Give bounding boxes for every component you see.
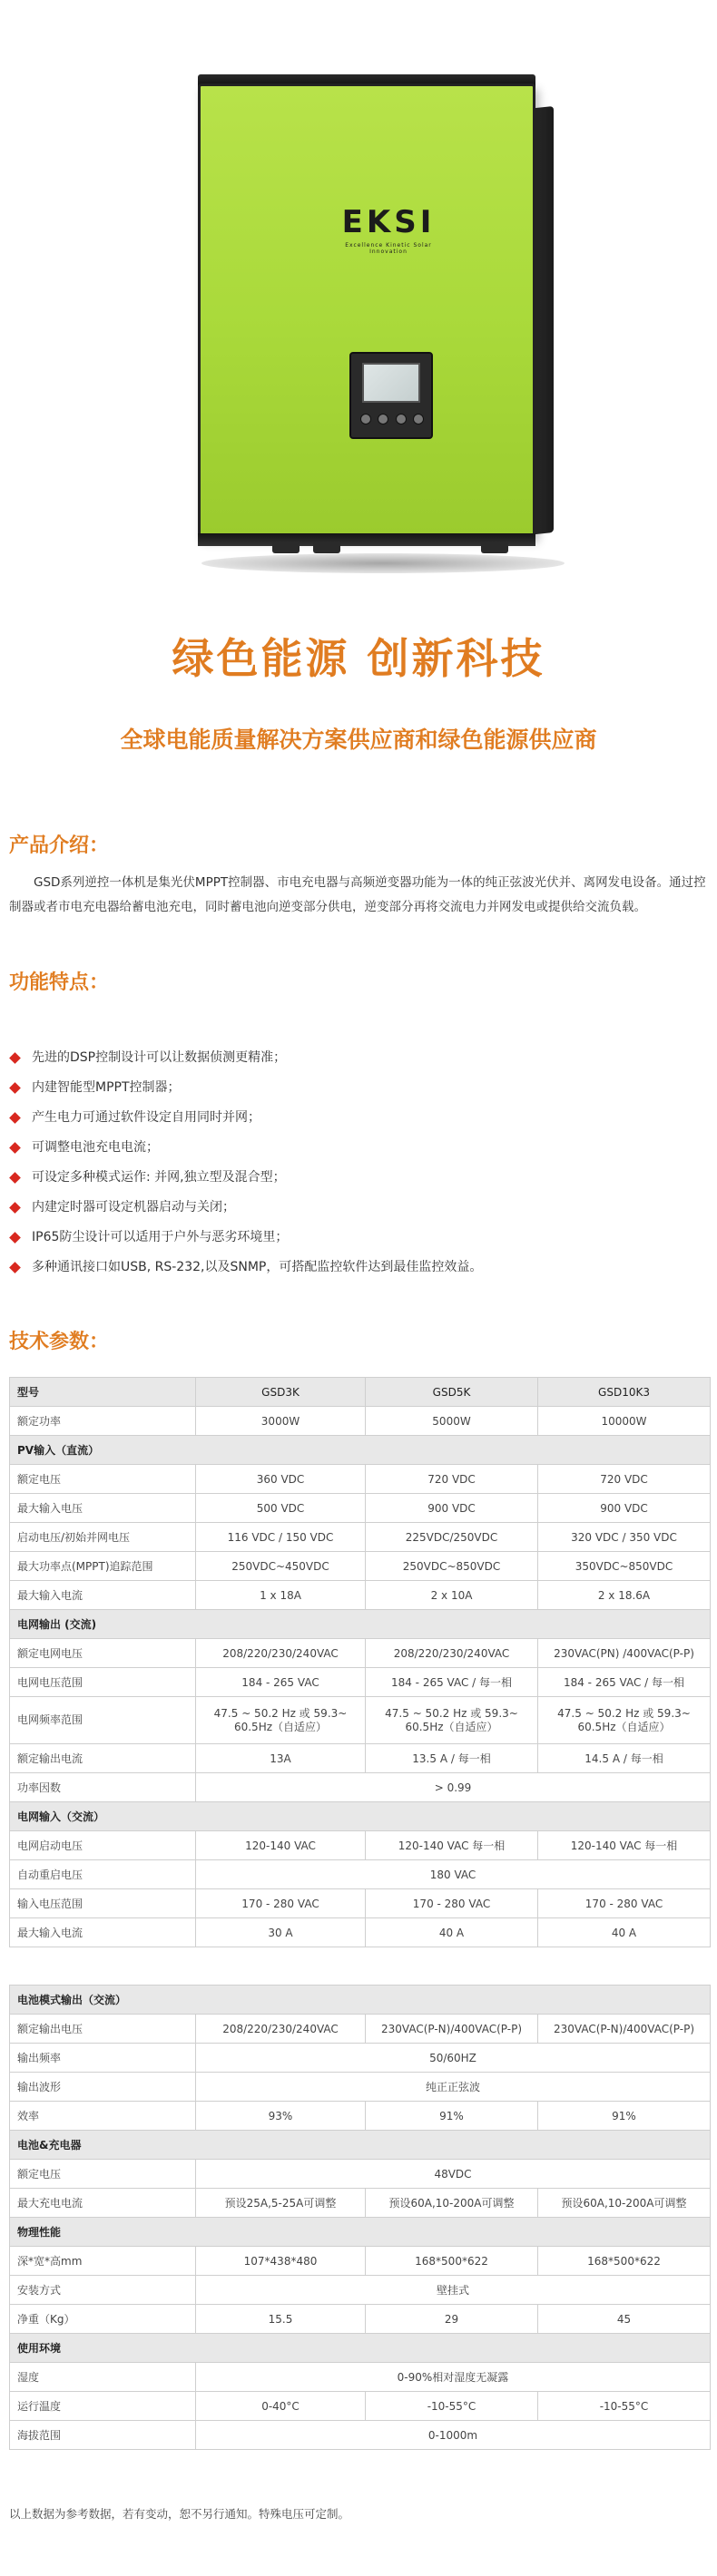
table-group-header: 电池&充电器: [10, 2131, 711, 2160]
brand-tagline: Excellence Kinetic Solar Innovation: [345, 242, 432, 255]
inverter-shadow: [201, 553, 565, 573]
table-group-header: 电网输入（交流）: [10, 1802, 711, 1831]
table-row: 额定输出电压 208/220/230/240VAC 230VAC(P-N)/400VAC(P-P) 230VAC(P-N)/400VAC(P-P): [10, 2015, 711, 2044]
table-row: 输出波形 纯正正弦波: [10, 2073, 711, 2102]
lcd-screen: [362, 363, 420, 403]
table-row: 运行温度 0-40°C -10-55°C -10-55°C: [10, 2392, 711, 2421]
diamond-bullet-icon: [9, 1082, 21, 1094]
table-row: 最大功率点(MPPT)追踪范围 250VDC~450VDC 250VDC~850VDC 350VDC~850VDC: [10, 1552, 711, 1581]
table-row: 深*宽*高mm 107*438*480 168*500*622 168*500*622: [10, 2247, 711, 2276]
slogan-sub: 全球电能质量解决方案供应商和绿色能源供应商: [120, 727, 597, 753]
panel-key-icon: [360, 414, 371, 424]
inverter-connector: [272, 542, 300, 553]
diamond-bullet-icon: [9, 1112, 21, 1124]
panel-key-icon: [396, 414, 407, 424]
brand-name: EKSI: [341, 204, 436, 240]
table-group-header: 电网输出 (交流): [10, 1610, 711, 1639]
table-row: 净重（Kg） 15.5 29 45: [10, 2305, 711, 2334]
table-group-header: 电池模式输出（交流）: [10, 1986, 711, 2015]
table-row: 自动重启电压 180 VAC: [10, 1860, 711, 1889]
table-row: 输入电压范围 170 - 280 VAC 170 - 280 VAC 170 - 280 VAC: [10, 1889, 711, 1918]
panel-key-icon: [413, 414, 424, 424]
brand-logo: [325, 204, 452, 255]
list-item: 可设定多种模式运作: 并网,独立型及混合型；: [11, 1163, 710, 1193]
inverter-connector: [481, 542, 508, 553]
list-item: 内建智能型MPPT控制器；: [11, 1073, 710, 1103]
product-image: [0, 0, 717, 590]
table-row: 输出频率 50/60HZ: [10, 2044, 711, 2073]
list-item: 内建定时器可设定机器启动与关闭；: [11, 1193, 710, 1223]
panel-key-icon: [378, 414, 388, 424]
table-row: 最大输入电流 1 x 18A 2 x 10A 2 x 18.6A: [10, 1581, 711, 1610]
table-row: 电网电压范围 184 - 265 VAC 184 - 265 VAC / 每一相 184 - 265 VAC / 每一相: [10, 1668, 711, 1697]
table-row: 安装方式 壁挂式: [10, 2276, 711, 2305]
table-group-header: 使用环境: [10, 2334, 711, 2363]
panel-buttons: [360, 414, 424, 426]
diamond-bullet-icon: [9, 1172, 21, 1184]
list-item: 可调整电池充电电流；: [11, 1133, 710, 1163]
table-row: 电网启动电压 120-140 VAC 120-140 VAC 每一相 120-140 VAC 每一相: [10, 1831, 711, 1860]
table-row: 额定电压 360 VDC 720 VDC 720 VDC: [10, 1465, 711, 1494]
table-row: 效率 93% 91% 91%: [10, 2102, 711, 2131]
table-row: 额定电网电压 208/220/230/240VAC 208/220/230/240VAC 230VAC(PN) /400VAC(P-P): [10, 1639, 711, 1668]
footnote: 以上数据为参考数据，若有变动，恕不另行通知。特殊电压可定制。: [9, 2507, 350, 2521]
list-item: 多种通讯接口如USB, RS-232,以及SNMP，可搭配监控软件达到最佳监控效益。: [11, 1253, 710, 1283]
table-row: 额定输出电流 13A 13.5 A / 每一相 14.5 A / 每一相: [10, 1744, 711, 1773]
table-header-row: 型号 GSD3K GSD5K GSD10K3: [10, 1378, 711, 1407]
table-row: 湿度 0-90%相对湿度无凝露: [10, 2363, 711, 2392]
diamond-bullet-icon: [9, 1262, 21, 1273]
control-panel: [349, 352, 433, 439]
inverter-body: [198, 83, 535, 537]
table-row: 功率因数 > 0.99: [10, 1773, 711, 1802]
table-spacer: [10, 1947, 711, 1986]
feature-list: [11, 1043, 710, 1283]
list-item: IP65防尘设计可以适用于户外与恶劣环境里；: [11, 1223, 710, 1253]
list-item: 先进的DSP控制设计可以让数据侦测更精准；: [11, 1043, 710, 1073]
diamond-bullet-icon: [9, 1202, 21, 1214]
spec-table: [9, 1377, 711, 2450]
table-row: 额定功率 3000W 5000W 10000W: [10, 1407, 711, 1436]
table-group-header: PV输入（直流）: [10, 1436, 711, 1465]
table-row: 最大输入电流 30 A 40 A 40 A: [10, 1918, 711, 1947]
inverter-connector: [313, 542, 340, 553]
table-row: 最大输入电压 500 VDC 900 VDC 900 VDC: [10, 1494, 711, 1523]
intro-text: GSD系列逆控一体机是集光伏MPPT控制器、市电充电器与高频逆变器功能为一体的纯正弦波光伏并、离网发电设备。通过控制器或者市电充电器给蓄电池充电，同时蓄电池向逆变部分供电，逆变部分再将交流电力并网发电或提供给交流负载。: [9, 875, 706, 914]
diamond-bullet-icon: [9, 1052, 21, 1064]
table-group-header: 物理性能: [10, 2218, 711, 2247]
specs-title: 技术参数：: [9, 1331, 110, 1353]
table-row: 启动电压/初始并网电压 116 VDC / 150 VDC 225VDC/250VDC 320 VDC / 350 VDC: [10, 1523, 711, 1552]
table-row: 海拔范围 0-1000m: [10, 2421, 711, 2450]
list-item: 产生电力可通过软件设定自用同时并网；: [11, 1103, 710, 1133]
table-row: 最大充电电流 预设25A,5-25A可调整 预设60A,10-200A可调整 预设60A,10-200A可调整: [10, 2189, 711, 2218]
intro-title: 产品介绍：: [9, 834, 110, 857]
slogan-main: 绿色能源 创新科技: [172, 634, 545, 683]
table-row: 额定电压 48VDC: [10, 2160, 711, 2189]
features-title: 功能特点：: [9, 971, 110, 994]
diamond-bullet-icon: [9, 1142, 21, 1154]
diamond-bullet-icon: [9, 1232, 21, 1244]
table-row: 电网频率范围 47.5 ~ 50.2 Hz 或 59.3~ 60.5Hz（自适应） 47.5 ~ 50.2 Hz 或 59.3~ 60.5Hz（自适应） 47.5 ~ 50.2 Hz 或 59.3~ 60.5Hz（自适应）: [10, 1697, 711, 1744]
